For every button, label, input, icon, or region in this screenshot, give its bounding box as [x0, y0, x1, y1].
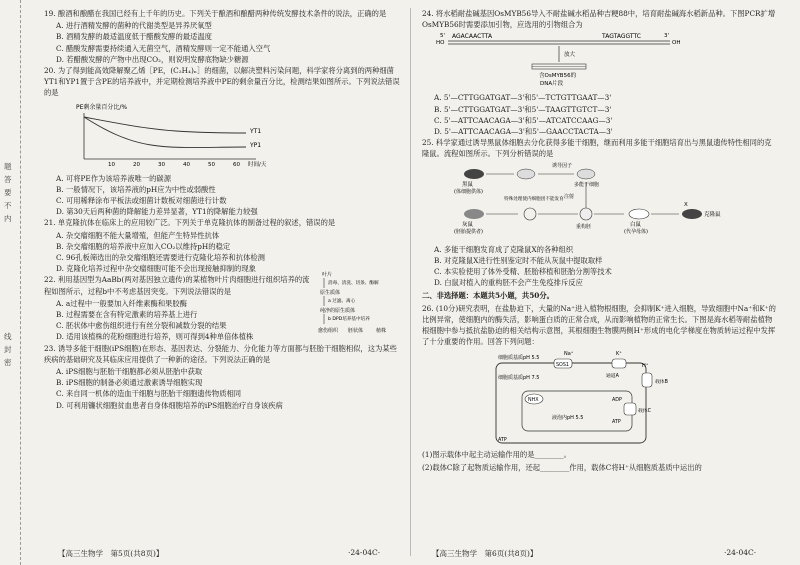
label-vacuole: 液泡内pH 5.5 — [552, 415, 584, 422]
label-x: X — [684, 201, 688, 208]
q20-option-b: B. 一般情况下，该培养液的pH应为中性或弱酸性 — [56, 184, 216, 194]
q20-option-d: D. 第30天后两种菌的降解能力差异显著，YT1的降解能力较强 — [56, 207, 258, 217]
footer-right-code: ·24-04C· — [724, 548, 757, 557]
label-reconstructed-embryo: 重构胚 — [576, 223, 592, 230]
label-embryo-note: 特殊处理使内细胞团不能发育 — [504, 196, 564, 202]
legend-yp1: YP1 — [250, 141, 262, 149]
q24-option-b: B. 5'—CTTGGATGAT—3'和5'—TAAGTTGTCT—3' — [434, 104, 612, 114]
ips-cells-icon — [577, 169, 595, 179]
q19-stem: 19. 酿酒和酿醋在我国已经有上千年的历史。下列关于酿酒和酿醋两种传统发酵技术条件的说法，正确的是 — [44, 9, 387, 18]
carrier-c — [624, 403, 636, 415]
label-grey-mouse: 灰鼠 — [462, 221, 474, 228]
q20-option-a: A. 可将PE作为该培养液唯一的碳源 — [56, 173, 172, 183]
tick-30: 30 — [158, 161, 165, 168]
white-mouse-icon — [629, 209, 649, 219]
question-25 — [422, 137, 778, 288]
label-channel-a: 通道A — [606, 374, 619, 380]
somatic-cells-icon — [517, 169, 535, 179]
label-k: K⁺ — [616, 351, 622, 358]
label-atp-right: ATP — [612, 420, 621, 426]
q25-clone-figure — [434, 162, 778, 242]
label-ph-out: 细胞质基质pH 5.5 — [498, 355, 540, 362]
footer-right-title: 【高三生物学 第6页(共8页)】 — [432, 549, 538, 558]
label-ips: 多能干细胞 — [574, 181, 600, 188]
label-dna2: DNA片段 — [540, 81, 564, 88]
label-atp-left: ATP — [498, 438, 507, 444]
tick-60: 60 — [233, 161, 240, 168]
label-carrier-b: 载体B — [655, 380, 668, 386]
footer-left-title: 【高三生物学 第5页(共8页)】 — [58, 549, 164, 558]
q23-option-a: A. iPS细胞与胚胎干细胞都必须从胚胎中获取 — [56, 367, 203, 377]
margin-warning-top: 题 答 要 不 内 — [4, 162, 12, 223]
tick-10: 10 — [108, 161, 115, 168]
q22-option-b: B. 过程需要在含有特定激素的培养基上进行 — [56, 310, 198, 320]
q23-option-b: B. iPS细胞的制备必须通过激素诱导细胞实现 — [56, 378, 203, 388]
question-22 — [44, 274, 400, 342]
reconstructed-embryo-icon — [580, 208, 592, 220]
clone-mouse-icon — [682, 209, 702, 219]
footer-left-code: ·24-04C· — [348, 548, 381, 557]
q21-option-b: B. 杂交瘤细胞的培养液中应加入CO₂以维持pH的稳定 — [56, 241, 231, 251]
flow-pure-protoplast: 纯净的原生质体 — [320, 308, 356, 315]
label-clone-mouse: 克隆鼠 — [704, 211, 721, 218]
q22-option-c: C. 胚状体中愈伤组织进行有丝分裂和减数分裂的结果 — [56, 321, 227, 331]
question-24 — [422, 8, 778, 137]
q19-option-b: B. 酒精发酵的最适温度低于醋酸发酵的最适温度 — [56, 32, 212, 42]
q25-option-b: B. 对克隆鼠X进行性别鉴定时不能从灰鼠中提取取样 — [434, 255, 603, 265]
label-ho: HO — [436, 40, 445, 47]
q21-stem: 21. 单克隆抗体在临床上的应用较广泛。下列关于单克隆抗体的制备过程的叙述，错误的是 — [44, 218, 336, 228]
flow-protoplast: 原生质体 — [320, 290, 341, 297]
q26-sub2: (2)载体C除了起物质运输作用，还起________作用，载体C将H⁺从细胞质基质中运出的 — [422, 462, 702, 472]
left-column — [44, 8, 400, 411]
label-na-out: Na⁺ — [564, 351, 574, 358]
q24-option-d: D. 5'—ATTCAACAGA—3'和5'—GAACCTACTA—3' — [434, 127, 613, 137]
flow-step-a: a 过滤、离心 — [328, 299, 356, 305]
q22-flowchart — [318, 270, 398, 356]
label-inject: 注射 — [564, 193, 575, 200]
q22-option-d: D. 适用该植株的花粉细胞进行培养，则可得到4种单倍体植株 — [56, 332, 254, 342]
question-20 — [44, 65, 400, 217]
q23-option-c: C. 来自同一机体的造血干细胞与胚胎干细胞遗传物质相同 — [56, 389, 242, 399]
chart-y-label: PE剩余量百分比/% — [76, 103, 128, 111]
q21-option-a: A. 杂交瘤细胞不能大量增殖，但能产生特异性抗体 — [56, 230, 220, 240]
label-carrier-c: 载体C — [638, 409, 651, 415]
flow-step-b: b DPD培养基中培养 — [328, 317, 370, 323]
q26-stem: 26. (10分)研究表明，在盐胁迫下，大量的Na⁺进入植物根细胞，会抑制K⁺进入细胞，导致细胞中Na⁺和K⁺的比例异常，使细胞内的酶失活，影响蛋白质的正常合成，从而影响植物的正常生长。下图是海水稻等耐盐植物根细胞中参与抵抗盐胁迫的相关结构示意图，其根细胞生物膜两侧H⁺形成的电化学梯度在物质转运过程中发挥了十分重要的作用。回答下列问题： — [422, 303, 776, 347]
question-26 — [422, 303, 778, 473]
channel-a — [612, 359, 626, 368]
label-sos1: SOS1 — [556, 363, 569, 369]
tick-20: 20 — [133, 161, 140, 168]
q23-option-d: D. 可利用镰状细胞贫血患者自身体细胞培养的iPS细胞治疗自身该疾病 — [56, 400, 283, 410]
flow-step1: 消毒、清洗、切条、酶解 — [328, 281, 379, 287]
flow-embryoid: 胚状体 — [348, 328, 364, 335]
q22-stem: 22. 利用基因型为AaBb(两对基因独立遗传)的某植物叶片肉细胞进行组织培养的流程如图所示，过程b中不考虑基因突变。下列说法错误的是 — [44, 275, 310, 296]
label-black-mouse: 黑鼠 — [462, 181, 474, 188]
label-h-out: H⁺ — [642, 363, 649, 370]
cell-membrane-svg — [492, 349, 692, 447]
flow-callus: 愈伤组织 — [318, 328, 339, 335]
q24-stem: 24. 将水稻耐盐碱基因OsMYB56导入不耐盐碱水稻品种吉粳88中，培育耐盐碱海水稻新品种。下图PCR扩增OsMYB56时需要添加引物，应选用的引物组合为 — [422, 9, 776, 30]
black-mouse-icon — [464, 169, 484, 179]
q24-dna-figure — [434, 32, 778, 90]
seq-left: AGACAACTTA — [452, 33, 493, 41]
q20-chart — [56, 101, 400, 171]
pe-chart-svg — [56, 101, 286, 171]
flow-plant: 植株 — [376, 328, 387, 335]
q20-stem: 20. 为了得到能高效降解聚乙烯［PE，(C₂H₄)ₙ］的细菌，以解决塑料污染问题，科学家将分离到的两种细菌YT1和YP1置于含PE的培养液中，并定期检测培养液中PE的剩余量百分比，检测结果如图所示。下列说法错误的是 — [44, 66, 400, 98]
label-white-mouse: 白鼠 — [630, 221, 642, 228]
margin-warning-bottom: 线 封 密 — [4, 332, 12, 367]
q19-option-a: A. 进行酒精发酵的菌种的代谢类型是异养厌氧型 — [56, 21, 212, 31]
right-column — [422, 8, 778, 474]
q24-option-c: C. 5'—ATTCAACAGA—3'和5'—ATCATCCAAG—3' — [434, 115, 613, 125]
q25-option-a: A. 多能干细胞发育成了克隆鼠X的各种组织 — [434, 244, 574, 254]
label-oh: OH — [672, 40, 681, 47]
carrier-b — [642, 373, 652, 387]
q23-stem: 23. 诱导多能干细胞(iPS细胞)在形态、基因表达、分裂能力、分化能力等方面都与胚胎干细胞相似，这为某些疾病的基础研究及其临床应用提供了一种新的途径。下列说法正确的是 — [44, 343, 397, 364]
label-amplify: 放大 — [564, 52, 576, 59]
tick-40: 40 — [183, 161, 190, 168]
q25-option-d: D. 白鼠对植入的重构胚不会产生免疫排斥反应 — [434, 278, 583, 288]
q20-option-c: C. 可用稀释涂布平板法或细菌计数板对细菌进行计数 — [56, 196, 227, 206]
q26-cell-figure — [492, 349, 778, 447]
q19-option-d: D. 若醋酸发酵的产物中出现CO₂，则说明发酵底物缺少糖源 — [56, 54, 249, 64]
label-3prime: 3' — [664, 33, 670, 40]
legend-yt1: YT1 — [250, 127, 262, 135]
label-white-mouse-role: (代孕母体) — [624, 228, 648, 235]
label-ph-cyto: 细胞质基质pH 7.5 — [498, 375, 540, 382]
q26-sub1: (1)图示载体中起主动运输作用的是________。 — [422, 450, 571, 460]
q24-option-a: A. 5'—CTTGGATGAT—3'和5'—TCTGTTGAAT—3' — [434, 93, 612, 103]
label-nhx: NHX — [528, 398, 539, 404]
q19-option-c: C. 醋酸发酵需要持续通入无菌空气，酒精发酵则一定不能通入空气 — [56, 43, 271, 53]
q21-option-d: D. 克隆化培养过程中杂交瘤细胞可能不会出现接触抑制的现象 — [56, 264, 256, 274]
binding-margin — [0, 0, 21, 565]
question-21 — [44, 217, 400, 274]
grey-mouse-icon — [464, 209, 484, 219]
label-adp: ADP — [612, 398, 622, 404]
column-divider — [410, 8, 411, 556]
seq-right: TAGTAGGTTC — [602, 33, 641, 41]
label-induce: 诱导因子 — [552, 162, 573, 169]
label-black-mouse-role: (体细胞供体) — [454, 188, 483, 195]
chart-x-label: 时间/天 — [248, 161, 267, 168]
q25-option-c: C. 本实验使用了体外受精、胚胎移植和胚胎分割等技术 — [434, 267, 612, 277]
question-19 — [44, 8, 400, 65]
label-grey-mouse-role: (胚胎提供者) — [454, 228, 483, 235]
q21-option-c: C. 96孔板筛选出的杂交瘤细胞还需要进行克隆化培养和抗体检测 — [56, 253, 265, 263]
label-dna: 含OsMYB56的 — [539, 73, 577, 80]
clone-diagram-svg — [434, 162, 734, 242]
section-2-title: 二、非选择题：本题共5小题，共50分。 — [422, 291, 554, 301]
q25-stem: 25. 科学家通过诱导黑鼠体细胞去分化获得多能干细胞，继而利用多能干细胞培育出与黑鼠遗传特性相同的克隆鼠。流程如图所示。下列分析错误的是 — [422, 138, 772, 159]
dna-diagram-svg — [434, 32, 694, 90]
q22-option-a: A. a过程中一般要加入纤维素酶和果胶酶 — [56, 298, 188, 308]
tick-50: 50 — [208, 161, 215, 168]
embryo-icon — [524, 208, 536, 220]
label-5prime: 5' — [440, 33, 446, 40]
flow-leaf: 叶片 — [322, 272, 333, 279]
